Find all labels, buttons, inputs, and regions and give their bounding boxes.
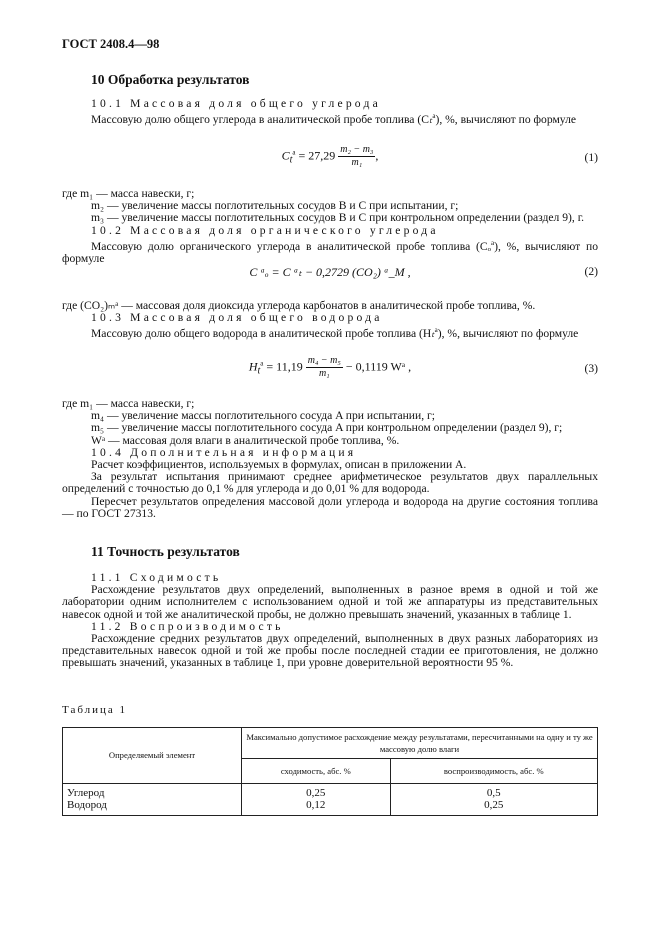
- formula-symbol: C: [281, 148, 290, 163]
- formula-denominator: m₁: [351, 157, 363, 168]
- table-cell: Углерод Водород: [63, 784, 242, 816]
- paragraph: Расчет коэффициентов, используемых в формулах, описан в приложении А.: [91, 458, 467, 472]
- section-11-title: 11 Точность результатов: [91, 544, 240, 559]
- formula-end: ,: [375, 148, 379, 163]
- text: ), %, вычисляют по формуле: [435, 113, 577, 127]
- paragraph: Расхождение средних результатов двух определений, выполненных в двух разных лабораториях из представительных навесок одной и той же пробы после последней стадии ее приготовления, не должно превышать значений, указанных в таблице 1, при уровне доверительной вероятности 95 %.: [62, 632, 598, 670]
- subsection-heading: 10.2 Массовая доля органического углерода: [91, 223, 439, 237]
- formula-sup: a: [260, 359, 264, 368]
- subsection-heading: 10.4 Дополнительная информация: [91, 445, 357, 459]
- text: ), %, вычисляют по формуле: [437, 327, 579, 341]
- table-row: [63, 784, 598, 816]
- formula-number: (1): [584, 151, 598, 164]
- table-cell: 0,5 0,25: [390, 784, 597, 816]
- subsection-heading: 10.1 Массовая доля общего углерода: [91, 97, 381, 110]
- formula-sub: t: [289, 154, 293, 166]
- section-10-1: [62, 98, 598, 126]
- paragraph: Массовую долю общего углерода в аналитической пробе топлива (Cₜ$^a$), %, вычисляют по формуле: [91, 112, 577, 127]
- paragraph: Массовую долю общего водорода в аналитической пробе топлива (Hₜ$^a$), %, вычисляют по формуле: [91, 326, 579, 341]
- formula-number: (3): [584, 362, 598, 375]
- where-item: m₃ — увеличение массы поглотительных сосудов B и C при контрольном определении (раздел 9), г.: [91, 211, 585, 225]
- where-item: где m₁ — масса навески, г;: [62, 397, 195, 410]
- section-10-3: [62, 300, 598, 340]
- paragraph: За результат испытания принимают среднее арифметическое результатов двух параллельных определений с точностью до 0,1 % для углерода и до 0,01 % для водорода.: [62, 470, 598, 496]
- paragraph: Пересчет результатов определения массовой доли углерода и водорода на другие состояния топлива — по ГОСТ 27313.: [62, 494, 598, 520]
- paragraph: Расхождение результатов двух определений, выполненных в разное время в одной и той же лаборатории одним исполнителем с использованием одной и той же аппаратуры из представительных навесок одной и той же аналитической пробы, не должно превышать значений, указанных в таблице 1.: [62, 583, 598, 621]
- paragraph: Массовую долю органического углерода в аналитической пробе топлива (Cₒ$^a$), %, вычисляют по формуле: [62, 238, 598, 265]
- table-header: Определяемый элемент: [63, 728, 242, 784]
- section-10-title: 10 Обработка результатов: [91, 72, 250, 87]
- formula-numerator: m₄ − m₅: [307, 355, 341, 366]
- formula-symbol: H: [248, 359, 258, 374]
- table-header: сходимость, абс. %: [242, 759, 391, 784]
- formula-numerator: m₂ − m₃: [340, 144, 374, 155]
- formula-sub: t: [257, 365, 261, 377]
- where-item: где m₁ — масса навески, г;: [62, 187, 195, 200]
- formula-1: [62, 144, 598, 178]
- formula-body: C ᵃₒ = C ᵃₜ − 0,2729 (CO₂) ᵃ_M ,: [249, 265, 411, 279]
- subsection-heading: 11.2 Воспроизводимость: [91, 619, 284, 633]
- where-item: m₅ — увеличение массы поглотительного сосуда A при контрольном определении (раздел 9), г;: [91, 421, 563, 435]
- formula-coef: = 27,29: [298, 148, 336, 163]
- formula-coef: = 11,19: [266, 359, 303, 374]
- formula-denominator: m₁: [318, 368, 330, 379]
- results-table: [62, 727, 598, 816]
- formula-3: [62, 355, 598, 389]
- formula-tail: − 0,1119 Wᵃ ,: [345, 359, 412, 374]
- text: ), %, вычисляют по формуле: [62, 239, 598, 265]
- where-item: m₄ — увеличение массы поглотительного сосуда A при испытании, г;: [91, 409, 435, 423]
- formula-number: (2): [584, 265, 598, 278]
- table-header: Максимально допустимое расхождение между результатами, пересчитанными на одну и ту же массовую долю влаги: [242, 728, 598, 759]
- where-item: m₂ — увеличение массы поглотительных сосудов B и C при испытании, г;: [91, 199, 459, 213]
- table-header: воспроизводимость, абс. %: [390, 759, 597, 784]
- where-list-1: [62, 188, 598, 265]
- formula-2: [62, 266, 598, 300]
- section-10-4: [62, 398, 598, 520]
- document-header: ГОСТ 2408.4—98: [62, 37, 160, 51]
- section-11: [62, 572, 598, 670]
- text: Массовую долю общего углерода в аналитической пробе топлива (C: [91, 113, 429, 127]
- subsection-heading: 10.3 Массовая доля общего водорода: [91, 311, 383, 325]
- table-cell: 0,25 0,12: [242, 784, 391, 816]
- formula-sup: a: [292, 148, 296, 157]
- where-item: Wᵃ — массовая доля влаги в аналитической пробе топлива, %.: [91, 433, 400, 447]
- text: Массовую долю общего водорода в аналитической пробе топлива (H: [91, 327, 432, 341]
- table-caption: Таблица 1: [62, 704, 128, 716]
- where-item: где (CO₂)ₘᵃ — массовая доля диоксида углерода карбонатов в аналитической пробе топлива, %.: [62, 299, 536, 312]
- text: Массовую долю органического углерода в аналитической пробе топлива (C: [91, 239, 488, 253]
- subsection-heading: 11.1 Сходимость: [91, 571, 222, 584]
